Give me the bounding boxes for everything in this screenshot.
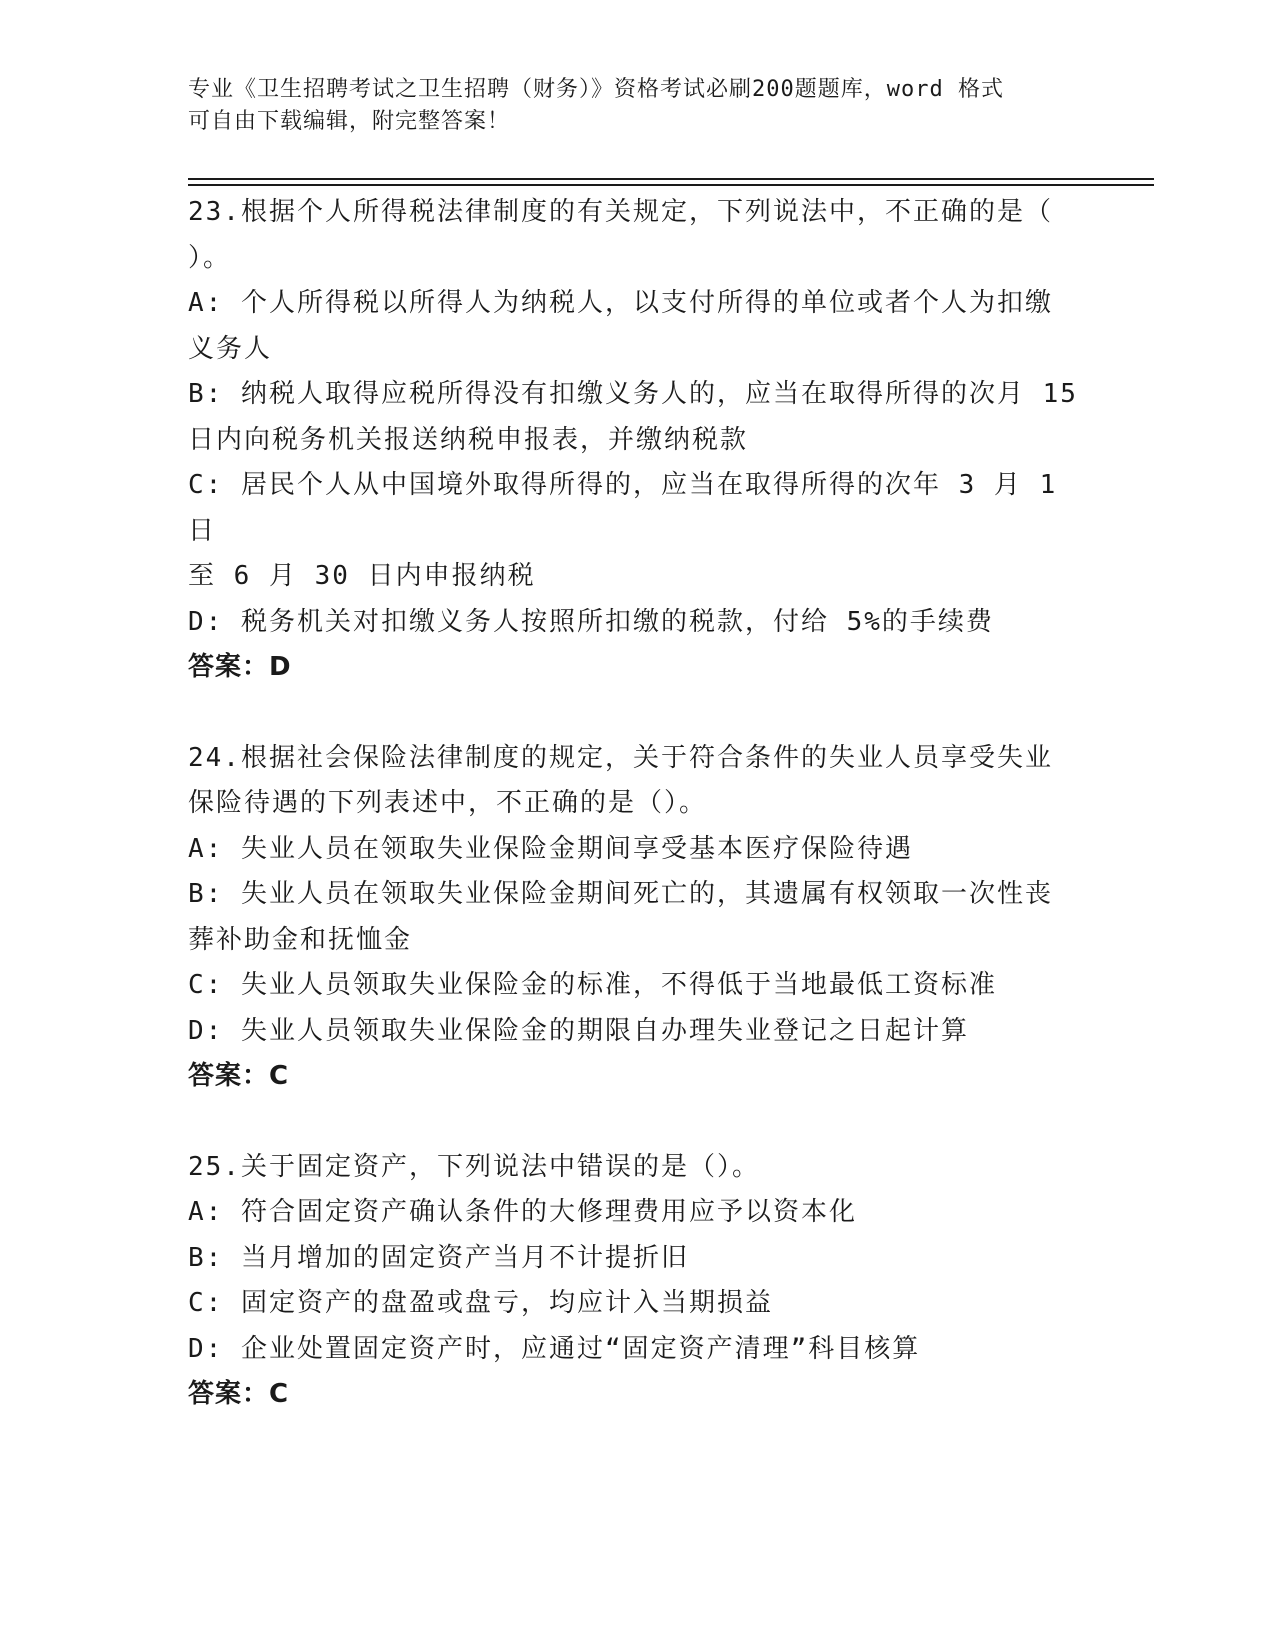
option-c-line: C: 失业人员领取失业保险金的标准，不得低于当地最低工资标准 xyxy=(188,970,997,1000)
question-25 xyxy=(188,1145,1088,1418)
option-d-line: D: 企业处置固定资产时，应通过“固定资产清理”科目核算 xyxy=(188,1333,921,1364)
question-stem-line: ）。 xyxy=(188,242,232,273)
question-stem-line: 24.根据社会保险法律制度的规定，关于符合条件的失业人员享受失业 xyxy=(188,742,1053,773)
question-stem-line: 23.根据个人所得税法律制度的有关规定，下列说法中，不正确的是（ xyxy=(188,197,1053,227)
answer-line: 答案：D xyxy=(188,652,292,682)
question-23 xyxy=(188,190,1088,691)
option-a-line: 义务人 xyxy=(188,333,273,364)
option-a-line: A: 失业人员在领取失业保险金期间享受基本医疗保险待遇 xyxy=(188,833,913,864)
option-b-line: 葬补助金和抚恤金 xyxy=(188,924,413,955)
option-a-line: A: 个人所得税以所得人为纳税人，以支付所得的单位或者个人为扣缴 xyxy=(188,288,1053,318)
question-list xyxy=(188,190,1088,1463)
question-stem-line: 25.关于固定资产，下列说法中错误的是（）。 xyxy=(188,1151,760,1182)
header-line-1: 专业《卫生招聘考试之卫生招聘（财务）》资格考试必刷200题题库，word 格式 xyxy=(188,77,1004,102)
header-line-2: 可自由下载编辑，附完整答案！ xyxy=(188,109,511,134)
option-d-line: D: 税务机关对扣缴义务人按照所扣缴的税款，付给 5%的手续费 xyxy=(188,606,994,637)
option-b-line: B: 失业人员在领取失业保险金期间死亡的，其遗属有权领取一次性丧 xyxy=(188,879,1053,909)
question-stem-line: 保险待遇的下列表述中，不正确的是（）。 xyxy=(188,788,708,818)
option-b-line: B: 纳税人取得应税所得没有扣缴义务人的，应当在取得所得的次月 15 xyxy=(188,379,1078,409)
option-c-line: C: 居民个人从中国境外取得所得的，应当在取得所得的次年 3 月 1 日 xyxy=(188,470,1058,546)
option-b-line: 日内向税务机关报送纳税申报表，并缴纳税款 xyxy=(188,424,749,455)
document-header xyxy=(188,74,1068,138)
option-d-line: D: 失业人员领取失业保险金的期限自办理失业登记之日起计算 xyxy=(188,1015,969,1046)
answer-line: 答案：C xyxy=(188,1379,290,1409)
question-24 xyxy=(188,736,1088,1100)
header-rule-top xyxy=(188,178,1154,180)
answer-line: 答案：C xyxy=(188,1061,290,1091)
option-b-line: B: 当月增加的固定资产当月不计提折旧 xyxy=(188,1242,689,1273)
header-rule-bottom xyxy=(188,184,1154,186)
option-c-line: 至 6 月 30 日内申报纳税 xyxy=(188,561,536,591)
option-c-line: C: 固定资产的盘盈或盘亏，均应计入当期损益 xyxy=(188,1288,773,1318)
option-a-line: A: 符合固定资产确认条件的大修理费用应予以资本化 xyxy=(188,1197,857,1227)
